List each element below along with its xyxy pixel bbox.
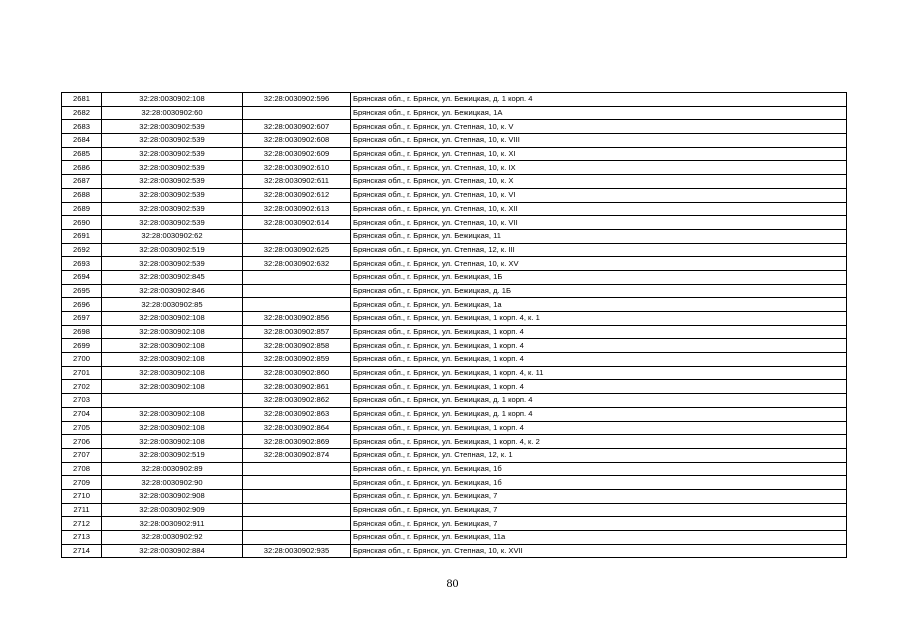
premises-cadastral-number-cell: 32:28:0030902:856 [243, 312, 351, 326]
row-number-cell: 2690 [62, 216, 102, 230]
premises-cadastral-number-cell: 32:28:0030902:874 [243, 448, 351, 462]
address-cell: Брянская обл., г. Брянск, ул. Степная, 10, к. IX [351, 161, 847, 175]
cadastral-number-cell [102, 394, 243, 408]
cadastral-number-cell: 32:28:0030902:519 [102, 448, 243, 462]
row-number-cell: 2694 [62, 270, 102, 284]
row-number-cell: 2714 [62, 544, 102, 558]
address-cell: Брянская обл., г. Брянск, ул. Степная, 10, к. XI [351, 147, 847, 161]
address-cell: Брянская обл., г. Брянск, ул. Степная, 10, к. XVII [351, 544, 847, 558]
cadastral-number-cell: 32:28:0030902:539 [102, 175, 243, 189]
row-number-cell: 2698 [62, 325, 102, 339]
row-number-cell: 2710 [62, 489, 102, 503]
row-number-cell: 2704 [62, 407, 102, 421]
address-cell: Брянская обл., г. Брянск, ул. Степная, 12, к. III [351, 243, 847, 257]
row-number-cell: 2705 [62, 421, 102, 435]
row-number-cell: 2701 [62, 366, 102, 380]
cadastral-number-cell: 32:28:0030902:884 [102, 544, 243, 558]
table-row [62, 380, 847, 394]
address-cell: Брянская обл., г. Брянск, ул. Степная, 10, к. X [351, 175, 847, 189]
row-number-cell: 2689 [62, 202, 102, 216]
cadastral-number-cell: 32:28:0030902:519 [102, 243, 243, 257]
cadastral-number-cell: 32:28:0030902:108 [102, 353, 243, 367]
cadastral-number-cell: 32:28:0030902:539 [102, 257, 243, 271]
address-cell: Брянская обл., г. Брянск, ул. Бежицкая, 1 корп. 4 [351, 353, 847, 367]
premises-cadastral-number-cell [243, 229, 351, 243]
address-cell: Брянская обл., г. Брянск, ул. Бежицкая, 7 [351, 503, 847, 517]
table-row [62, 435, 847, 449]
premises-cadastral-number-cell: 32:28:0030902:862 [243, 394, 351, 408]
premises-cadastral-number-cell [243, 106, 351, 120]
address-cell: Брянская обл., г. Брянск, ул. Бежицкая, 1б [351, 476, 847, 490]
address-cell: Брянская обл., г. Брянск, ул. Степная, 10, к. VIII [351, 134, 847, 148]
premises-cadastral-number-cell [243, 476, 351, 490]
premises-cadastral-number-cell: 32:28:0030902:632 [243, 257, 351, 271]
address-cell: Брянская обл., г. Брянск, ул. Бежицкая, д. 1 корп. 4 [351, 93, 847, 107]
premises-cadastral-number-cell: 32:28:0030902:859 [243, 353, 351, 367]
cadastral-number-cell: 32:28:0030902:108 [102, 421, 243, 435]
address-cell: Брянская обл., г. Брянск, ул. Степная, 10, к. VI [351, 188, 847, 202]
row-number-cell: 2692 [62, 243, 102, 257]
cadastral-number-cell: 32:28:0030902:539 [102, 216, 243, 230]
row-number-cell: 2703 [62, 394, 102, 408]
row-number-cell: 2708 [62, 462, 102, 476]
cadastral-number-cell: 32:28:0030902:60 [102, 106, 243, 120]
table-row [62, 448, 847, 462]
address-cell: Брянская обл., г. Брянск, ул. Бежицкая, 1 корп. 4 [351, 325, 847, 339]
address-cell: Брянская обл., г. Брянск, ул. Степная, 10, к. XV [351, 257, 847, 271]
premises-cadastral-number-cell: 32:28:0030902:609 [243, 147, 351, 161]
table-row [62, 93, 847, 107]
row-number-cell: 2686 [62, 161, 102, 175]
cadastral-number-cell: 32:28:0030902:85 [102, 298, 243, 312]
table-row [62, 106, 847, 120]
table-row [62, 517, 847, 531]
table-row [62, 284, 847, 298]
table-row [62, 476, 847, 490]
table-row [62, 503, 847, 517]
page-number: 80 [446, 576, 459, 590]
premises-cadastral-number-cell [243, 531, 351, 545]
address-cell: Брянская обл., г. Брянск, ул. Степная, 10, к. XII [351, 202, 847, 216]
row-number-cell: 2713 [62, 531, 102, 545]
premises-cadastral-number-cell: 32:28:0030902:869 [243, 435, 351, 449]
address-cell: Брянская обл., г. Брянск, ул. Бежицкая, 1А [351, 106, 847, 120]
cadastral-number-cell: 32:28:0030902:108 [102, 366, 243, 380]
cadastral-number-cell: 32:28:0030902:846 [102, 284, 243, 298]
cadastral-number-cell: 32:28:0030902:539 [102, 202, 243, 216]
table-row [62, 161, 847, 175]
row-number-cell: 2702 [62, 380, 102, 394]
premises-cadastral-number-cell [243, 298, 351, 312]
premises-cadastral-number-cell [243, 284, 351, 298]
table-row [62, 134, 847, 148]
registry-table [61, 92, 847, 558]
table-row [62, 421, 847, 435]
premises-cadastral-number-cell [243, 270, 351, 284]
premises-cadastral-number-cell [243, 462, 351, 476]
premises-cadastral-number-cell [243, 489, 351, 503]
row-number-cell: 2693 [62, 257, 102, 271]
row-number-cell: 2687 [62, 175, 102, 189]
table-row [62, 531, 847, 545]
row-number-cell: 2688 [62, 188, 102, 202]
cadastral-number-cell: 32:28:0030902:108 [102, 380, 243, 394]
table-row [62, 229, 847, 243]
cadastral-number-cell: 32:28:0030902:89 [102, 462, 243, 476]
cadastral-number-cell: 32:28:0030902:108 [102, 435, 243, 449]
table-row [62, 120, 847, 134]
premises-cadastral-number-cell: 32:28:0030902:607 [243, 120, 351, 134]
table-row [62, 353, 847, 367]
row-number-cell: 2700 [62, 353, 102, 367]
row-number-cell: 2711 [62, 503, 102, 517]
premises-cadastral-number-cell: 32:28:0030902:861 [243, 380, 351, 394]
address-cell: Брянская обл., г. Брянск, ул. Степная, 10, к. V [351, 120, 847, 134]
cadastral-number-cell: 32:28:0030902:908 [102, 489, 243, 503]
cadastral-number-cell: 32:28:0030902:108 [102, 407, 243, 421]
row-number-cell: 2709 [62, 476, 102, 490]
address-cell: Брянская обл., г. Брянск, ул. Бежицкая, 1а [351, 298, 847, 312]
address-cell: Брянская обл., г. Брянск, ул. Степная, 12, к. 1 [351, 448, 847, 462]
premises-cadastral-number-cell: 32:28:0030902:612 [243, 188, 351, 202]
cadastral-number-cell: 32:28:0030902:911 [102, 517, 243, 531]
table-row [62, 462, 847, 476]
premises-cadastral-number-cell: 32:28:0030902:864 [243, 421, 351, 435]
address-cell: Брянская обл., г. Брянск, ул. Бежицкая, 1 корп. 4, к. 2 [351, 435, 847, 449]
table-row [62, 339, 847, 353]
premises-cadastral-number-cell: 32:28:0030902:858 [243, 339, 351, 353]
premises-cadastral-number-cell: 32:28:0030902:608 [243, 134, 351, 148]
cadastral-number-cell: 32:28:0030902:539 [102, 147, 243, 161]
address-cell: Брянская обл., г. Брянск, ул. Бежицкая, 1 корп. 4, к. 1 [351, 312, 847, 326]
table-row [62, 312, 847, 326]
row-number-cell: 2684 [62, 134, 102, 148]
row-number-cell: 2699 [62, 339, 102, 353]
address-cell: Брянская обл., г. Брянск, ул. Бежицкая, д. 1Б [351, 284, 847, 298]
premises-cadastral-number-cell: 32:28:0030902:596 [243, 93, 351, 107]
table-row [62, 202, 847, 216]
row-number-cell: 2681 [62, 93, 102, 107]
premises-cadastral-number-cell: 32:28:0030902:857 [243, 325, 351, 339]
premises-cadastral-number-cell: 32:28:0030902:935 [243, 544, 351, 558]
premises-cadastral-number-cell: 32:28:0030902:614 [243, 216, 351, 230]
table-row [62, 325, 847, 339]
address-cell: Брянская обл., г. Брянск, ул. Бежицкая, 1 корп. 4, к. 11 [351, 366, 847, 380]
table-row [62, 407, 847, 421]
cadastral-number-cell: 32:28:0030902:62 [102, 229, 243, 243]
table-row [62, 298, 847, 312]
premises-cadastral-number-cell: 32:28:0030902:625 [243, 243, 351, 257]
address-cell: Брянская обл., г. Брянск, ул. Бежицкая, д. 1 корп. 4 [351, 394, 847, 408]
row-number-cell: 2697 [62, 312, 102, 326]
cadastral-number-cell: 32:28:0030902:108 [102, 339, 243, 353]
table-row [62, 257, 847, 271]
premises-cadastral-number-cell [243, 503, 351, 517]
premises-cadastral-number-cell: 32:28:0030902:611 [243, 175, 351, 189]
address-cell: Брянская обл., г. Брянск, ул. Бежицкая, 1Б [351, 270, 847, 284]
row-number-cell: 2712 [62, 517, 102, 531]
cadastral-number-cell: 32:28:0030902:108 [102, 325, 243, 339]
row-number-cell: 2682 [62, 106, 102, 120]
table-row [62, 243, 847, 257]
address-cell: Брянская обл., г. Брянск, ул. Бежицкая, 1б [351, 462, 847, 476]
address-cell: Брянская обл., г. Брянск, ул. Бежицкая, 1 корп. 4 [351, 421, 847, 435]
cadastral-number-cell: 32:28:0030902:539 [102, 188, 243, 202]
cadastral-number-cell: 32:28:0030902:108 [102, 312, 243, 326]
premises-cadastral-number-cell: 32:28:0030902:860 [243, 366, 351, 380]
cadastral-number-cell: 32:28:0030902:845 [102, 270, 243, 284]
premises-cadastral-number-cell: 32:28:0030902:863 [243, 407, 351, 421]
cadastral-number-cell: 32:28:0030902:909 [102, 503, 243, 517]
table-row [62, 366, 847, 380]
table-row [62, 270, 847, 284]
address-cell: Брянская обл., г. Брянск, ул. Бежицкая, 7 [351, 517, 847, 531]
cadastral-number-cell: 32:28:0030902:90 [102, 476, 243, 490]
address-cell: Брянская обл., г. Брянск, ул. Бежицкая, 11 [351, 229, 847, 243]
cadastral-number-cell: 32:28:0030902:539 [102, 161, 243, 175]
table-row [62, 175, 847, 189]
row-number-cell: 2707 [62, 448, 102, 462]
row-number-cell: 2683 [62, 120, 102, 134]
premises-cadastral-number-cell [243, 517, 351, 531]
row-number-cell: 2706 [62, 435, 102, 449]
address-cell: Брянская обл., г. Брянск, ул. Бежицкая, 1 корп. 4 [351, 339, 847, 353]
table-row [62, 489, 847, 503]
table-row [62, 544, 847, 558]
row-number-cell: 2695 [62, 284, 102, 298]
address-cell: Брянская обл., г. Брянск, ул. Бежицкая, 7 [351, 489, 847, 503]
row-number-cell: 2685 [62, 147, 102, 161]
address-cell: Брянская обл., г. Брянск, ул. Степная, 10, к. VII [351, 216, 847, 230]
cadastral-number-cell: 32:28:0030902:539 [102, 134, 243, 148]
table-row [62, 188, 847, 202]
address-cell: Брянская обл., г. Брянск, ул. Бежицкая, 1 корп. 4 [351, 380, 847, 394]
registry-table-body [62, 93, 847, 558]
premises-cadastral-number-cell: 32:28:0030902:613 [243, 202, 351, 216]
address-cell: Брянская обл., г. Брянск, ул. Бежицкая, 11а [351, 531, 847, 545]
cadastral-number-cell: 32:28:0030902:92 [102, 531, 243, 545]
address-cell: Брянская обл., г. Брянск, ул. Бежицкая, д. 1 корп. 4 [351, 407, 847, 421]
cadastral-number-cell: 32:28:0030902:108 [102, 93, 243, 107]
premises-cadastral-number-cell: 32:28:0030902:610 [243, 161, 351, 175]
cadastral-number-cell: 32:28:0030902:539 [102, 120, 243, 134]
row-number-cell: 2696 [62, 298, 102, 312]
table-row [62, 147, 847, 161]
row-number-cell: 2691 [62, 229, 102, 243]
table-row [62, 216, 847, 230]
table-row [62, 394, 847, 408]
